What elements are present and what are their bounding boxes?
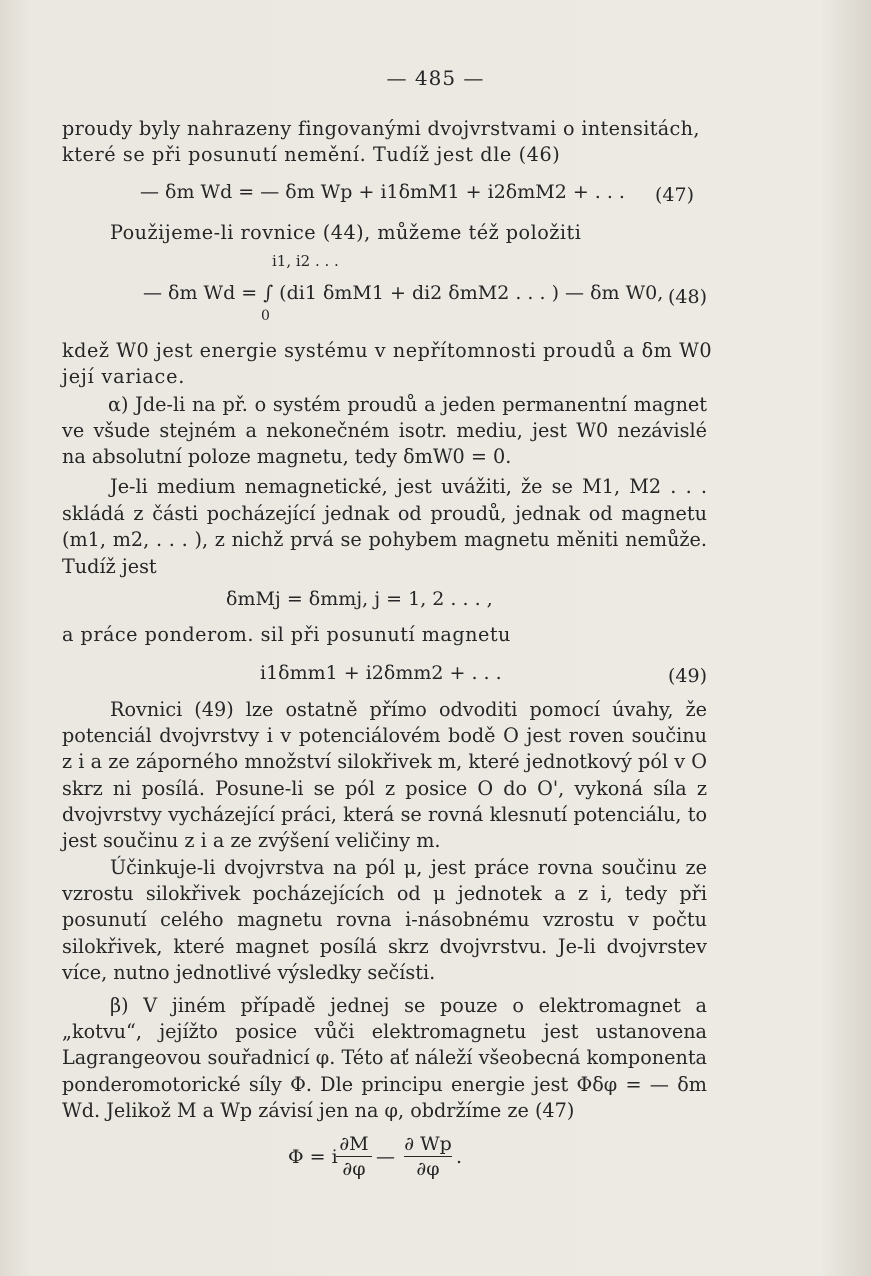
text-line: proudy byly nahrazeny fingovanými dvojvrstvami o intensitách, — [62, 117, 700, 140]
equation-mj: δmMj = δmmj, j = 1, 2 . . . , — [226, 588, 493, 610]
text-top — [62, 116, 710, 168]
eq-minus: — — [376, 1146, 395, 1168]
text-block — [62, 338, 713, 390]
text-line — [62, 622, 710, 648]
page-number: — 485 — — [386, 66, 485, 90]
equation-48: — δm Wd = ∫ (di1 δmM1 + di2 δmM2 . . . ) — δm W0, — [143, 282, 664, 304]
text-line: které se při posunutí nemění. Tudíž jest dle (46) — [62, 143, 561, 166]
text-line-content: Použijeme-li rovnice (44), můžeme též položiti — [110, 221, 582, 244]
paragraph: Účinkuje-li dvojvrstva na pól μ, jest práce rovna součinu ze vzrostu silokřivek pocházejících od μ jednotek a z i, tedy při posunutí celého magnetu rovna i-násobnému vzrostu v počtu silokřivek, které magnet posílá skrz dvojvrstvu. Je-li dvojvrstev více, nutno jednotlivé výsledky sečísti. — [62, 856, 707, 984]
fraction-1-num: ∂M — [336, 1132, 372, 1157]
paragraph-beta: β) V jiném případě jednej se pouze o elektromagnet a „kotvu“, jejížto posice vůči elektromagnetu jest ustanovena Lagrangeovou souřadnicí φ. Této ať náleží všeobecná komponenta ponderomotorické síly Φ. Dle principu energie jest Φδφ = — δm Wd. Jelikož M a Wp závisí jen na φ, obdržíme ze (47) — [62, 994, 707, 1122]
text-line: její variace. — [62, 365, 186, 388]
integral-upper-limit: i1, i2 . . . — [272, 252, 339, 270]
paragraph: Rovnici (49) lze ostatně přímo odvoditi pomocí úvahy, že potenciál dvojvrstvy i v potenciálovém bodě O jest roven součinu z i a ze záporného množství silokřivek m, které jednotkový pól v O skrz ni posílá. Posune-li se pól z posice O do O', vykoná síla z dvojvrstvy vycházející práci, která se rovná klesnutí potenciálu, to jest součinu z i a ze zvýšení veličiny m. — [62, 698, 707, 853]
equation-49: i1δmm1 + i2δmm2 + . . . — [260, 662, 502, 684]
fraction-1-den: ∂φ — [342, 1158, 366, 1180]
equation-number: (47) — [655, 184, 695, 206]
paragraph: Je-li medium nemagnetické, jest uvážiti, že se M1, M2 . . . skládá z části pocházející jednak od proudů, jednak od magnetu (m1, m2, . . . ), z nichž prvá se pohybem magnetu měniti nemůže. Tudíž jest — [62, 475, 707, 578]
eq-end: . — [456, 1146, 463, 1168]
equation-number: (49) — [668, 665, 708, 687]
integral-lower-limit: 0 — [261, 308, 270, 324]
paragraph-alpha: α) Jde-li na př. o systém proudů a jeden permanentní magnet ve všude stejném a nekonečném isotr. mediu, jest W0 nezávislé na absolutní poloze magnetu, tedy δmW0 = 0. — [62, 393, 707, 468]
eq-lhs: Φ = i — [288, 1146, 338, 1168]
fraction-2 — [404, 1132, 452, 1181]
fraction-2-num: ∂ Wp — [404, 1133, 452, 1155]
text-line: kdež W0 jest energie systému v nepřítomnosti proudů a δm W0 — [62, 339, 713, 362]
text-line — [110, 220, 758, 246]
equation-47: — δm Wd = — δm Wp + i1δmM1 + i2δmM2 + . . . — [140, 181, 625, 203]
fraction-1 — [336, 1132, 372, 1181]
fraction-2-den: ∂φ — [416, 1158, 440, 1180]
text-line-content: a práce ponderom. sil při posunutí magnetu — [62, 623, 511, 646]
equation-number: (48) — [668, 286, 708, 308]
